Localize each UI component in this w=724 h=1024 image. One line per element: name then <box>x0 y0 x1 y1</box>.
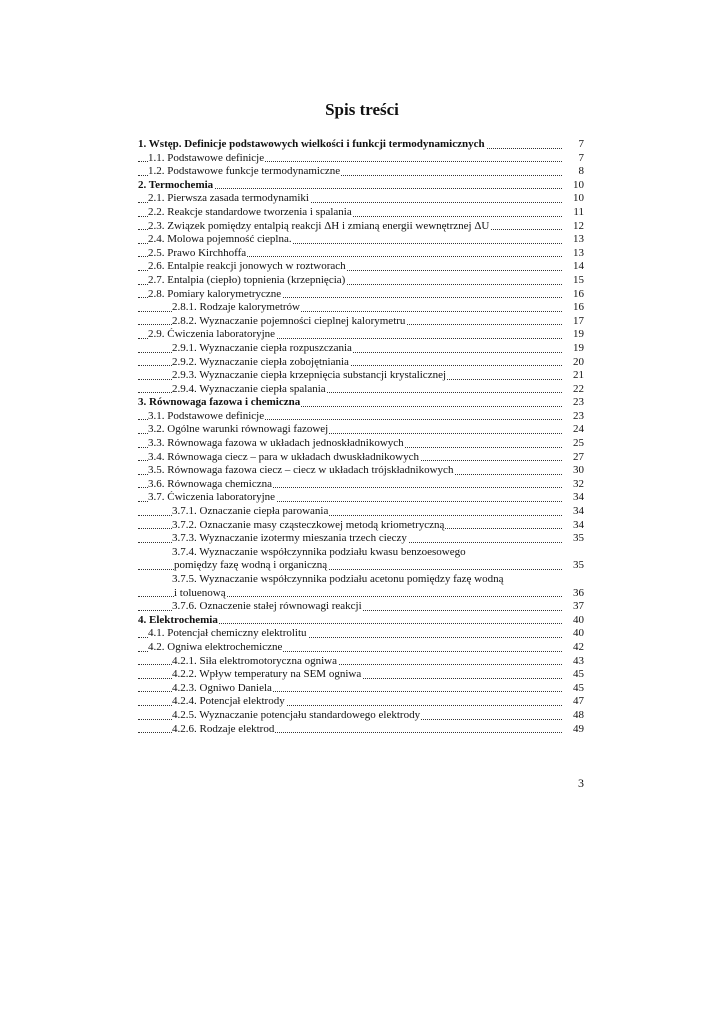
toc-entry-title: 3.6. Równowaga chemiczna <box>148 477 273 490</box>
toc-entry-page: 23 <box>564 396 584 410</box>
toc-entry-title: 3.7.2. Oznaczanie masy cząsteczkowej metodą kriometryczną <box>172 518 445 531</box>
toc-entry-title: 2.2. Reakcje standardowe tworzenia i spalania <box>148 205 352 218</box>
toc-entry-page: 13 <box>564 247 584 261</box>
toc-entry-page: 19 <box>564 328 584 342</box>
toc-entry-page: 11 <box>564 206 584 220</box>
toc-entry-title: 2.9. Ćwiczenia laboratoryjne <box>148 328 276 341</box>
toc-entry-page: 35 <box>564 559 584 573</box>
toc-entry-title: 4.2.5. Wyznaczanie potencjału standardowego elektrody <box>172 708 421 721</box>
toc-entry-title: 4. Elektrochemia <box>138 613 218 626</box>
toc-entry-title: 3.7. Ćwiczenia laboratoryjne <box>148 491 276 504</box>
toc-entry-page: 14 <box>564 260 584 274</box>
toc-entry-page: 12 <box>564 220 584 234</box>
toc-entry-page: 19 <box>564 342 584 356</box>
toc-entry-title: 3.7.3. Wyznaczanie izotermy mieszania trzech cieczy <box>172 532 407 545</box>
toc-entry-title: 3.1. Podstawowe definicje <box>148 409 265 422</box>
toc-entry-page: 32 <box>564 478 584 492</box>
toc-entry-page: 10 <box>564 179 584 193</box>
toc-entry[interactable] <box>138 478 584 492</box>
toc-entry-title: 2.9.2. Wyznaczanie ciepła zobojętniania <box>172 355 349 368</box>
toc-entry-page: 17 <box>564 315 584 329</box>
toc-entry[interactable] <box>138 247 584 261</box>
toc-entry[interactable] <box>138 627 584 641</box>
toc-entry[interactable] <box>138 301 584 315</box>
toc-entry-title: 3.4. Równowaga ciecz – para w układach dwuskładnikowych <box>148 450 419 463</box>
toc-entry-page: 7 <box>564 138 584 152</box>
toc-entry-page: 40 <box>564 614 584 628</box>
toc-entry-title: 4.2.2. Wpływ temperatury na SEM ogniwa <box>172 668 362 681</box>
toc-entry[interactable] <box>138 587 584 601</box>
toc-entry-page: 25 <box>564 437 584 451</box>
toc-entry-line: 3.7.4. Wyznaczanie współczynnika podziału kwasu benzoesowego <box>172 545 466 558</box>
toc-entry-page: 8 <box>564 165 584 179</box>
toc-entry-title: 2. Termochemia <box>138 178 214 191</box>
toc-entry[interactable] <box>138 206 584 220</box>
toc-entry-page: 10 <box>564 192 584 206</box>
toc-entry-title: 3.2. Ogólne warunki równowagi fazowej <box>148 423 329 436</box>
toc-entry-title: 1. Wstęp. Definicje podstawowych wielkości i funkcji termodynamicznych <box>138 138 485 150</box>
toc-entry[interactable] <box>138 342 584 356</box>
toc-entry-page: 36 <box>564 587 584 601</box>
toc-entry-title: 1.2. Podstawowe funkcje termodynamiczne <box>148 165 341 178</box>
page-title: Spis treści <box>325 100 399 119</box>
toc-entry-title: 2.8. Pomiary kalorymetryczne <box>148 287 282 300</box>
toc-entry-page: 30 <box>564 464 584 478</box>
toc-entry[interactable] <box>138 519 584 533</box>
toc-entry-title: 2.8.1. Rodzaje kalorymetrów <box>172 301 300 314</box>
page-number: 3 <box>578 776 584 790</box>
toc-entry[interactable] <box>138 682 584 696</box>
toc-entry-title: 4.2.1. Siła elektromotoryczna ogniwa <box>172 654 337 667</box>
toc-entry-page: 13 <box>564 233 584 247</box>
toc-entry[interactable] <box>138 233 584 247</box>
toc-entry-page: 24 <box>564 423 584 437</box>
toc-entry-page: 20 <box>564 356 584 370</box>
toc-entry[interactable] <box>138 423 584 437</box>
toc-entry-page: 16 <box>564 301 584 315</box>
toc-entry[interactable] <box>138 723 584 737</box>
toc-entry[interactable] <box>138 559 584 573</box>
toc-entry-title: 4.2.4. Potencjał elektrody <box>172 695 285 708</box>
toc-entry-title: 2.8.2. Wyznaczanie pojemności cieplnej kalorymetru <box>172 314 406 327</box>
toc-entry[interactable] <box>138 451 584 465</box>
toc-entry[interactable] <box>138 437 584 451</box>
toc-entry[interactable] <box>138 396 584 410</box>
toc-entry-title: 2.9.4. Wyznaczanie ciepła spalania <box>172 382 326 395</box>
toc-entry-page: 37 <box>564 600 584 614</box>
toc-entry[interactable] <box>138 383 584 397</box>
toc-entry-page: 49 <box>564 723 584 737</box>
toc-entry-title: 2.9.3. Wyznaczanie ciepła krzepnięcia substancji krystalicznej <box>172 369 447 382</box>
toc-entry-page: 43 <box>564 655 584 669</box>
toc-entry-page: 27 <box>564 451 584 465</box>
toc-entry-title: 1.1. Podstawowe definicje <box>148 151 265 164</box>
toc-entry-title: 3.5. Równowaga fazowa ciecz – ciecz w układach trójskładnikowych <box>148 464 454 477</box>
toc-entry[interactable] <box>138 464 584 478</box>
toc-entry-title: pomiędzy fazę wodną i organiczną <box>174 559 328 572</box>
toc-entry-page: 45 <box>564 682 584 696</box>
toc-entry-page: 48 <box>564 709 584 723</box>
toc-entry-title: 4.2. Ogniwa elektrochemiczne <box>148 640 283 653</box>
toc-entry-page: 45 <box>564 668 584 682</box>
toc-entry[interactable] <box>138 288 584 302</box>
toc-entry-title: 4.2.6. Rodzaje elektrod <box>172 722 275 735</box>
toc-entry-title: 2.3. Związek pomiędzy entalpią reakcji ΔH i zmianą energii wewnętrznej ΔU <box>148 219 490 232</box>
toc-entry[interactable] <box>138 491 584 505</box>
toc-entry[interactable] <box>138 315 584 329</box>
toc-entry-page: 34 <box>564 519 584 533</box>
toc-entry[interactable] <box>138 695 584 709</box>
toc-entry-page: 42 <box>564 641 584 655</box>
toc-entry[interactable] <box>138 655 584 669</box>
toc-entry-page: 40 <box>564 627 584 641</box>
toc-entry-page: 23 <box>564 410 584 424</box>
toc-entry-line: 3.7.5. Wyznaczanie współczynnika podziału acetonu pomiędzy fazę wodną <box>172 573 504 585</box>
toc-entry[interactable] <box>138 369 584 383</box>
toc-entry-title: 3.7.1. Oznaczanie ciepła parowania <box>172 505 329 518</box>
toc-entry-title: 4.1. Potencjał chemiczny elektrolitu <box>148 627 307 640</box>
toc-entry-page: 35 <box>564 532 584 546</box>
toc-entry[interactable] <box>138 220 584 234</box>
toc-entry-page: 34 <box>564 505 584 519</box>
toc-entry-page: 34 <box>564 491 584 505</box>
toc-entry[interactable] <box>138 356 584 370</box>
toc-entry-page: 22 <box>564 383 584 397</box>
toc-entry-title: i toluenową <box>174 586 226 599</box>
toc-entry-title: 3.7.6. Oznaczenie stałej równowagi reakcji <box>172 600 362 613</box>
toc-entry-title: 2.5. Prawo Kirchhoffa <box>148 246 247 259</box>
toc-entry-title: 2.7. Entalpia (ciepło) topnienia (krzepnięcia) <box>148 273 346 286</box>
toc-entry[interactable] <box>138 179 584 193</box>
toc-entry-page: 16 <box>564 288 584 302</box>
toc-entry[interactable] <box>138 614 584 628</box>
toc-entry-title: 3. Równowaga fazowa i chemiczna <box>138 396 301 409</box>
toc-entry[interactable] <box>138 192 584 206</box>
toc-entry[interactable] <box>138 668 584 682</box>
toc-entry[interactable] <box>138 600 584 614</box>
toc-entry-title: 2.4. Molowa pojemność cieplna. <box>148 233 292 246</box>
toc-entry[interactable] <box>138 328 584 342</box>
toc-entry-title: 4.2.3. Ogniwo Daniela <box>172 681 272 694</box>
toc-entry-page: 21 <box>564 369 584 383</box>
toc-entry-page: 15 <box>564 274 584 288</box>
toc-entry[interactable] <box>138 505 584 519</box>
toc-entry-page: 7 <box>564 152 584 166</box>
toc-entry[interactable] <box>138 274 584 288</box>
toc-entry[interactable] <box>138 138 584 152</box>
toc-entry[interactable] <box>138 532 584 546</box>
toc-entry[interactable] <box>138 165 584 179</box>
toc-entry[interactable] <box>138 709 584 723</box>
table-of-contents <box>138 138 584 736</box>
toc-entry-title: 2.6. Entalpie reakcji jonowych w roztworach <box>148 260 346 273</box>
toc-entry[interactable] <box>138 260 584 274</box>
toc-entry[interactable] <box>138 152 584 166</box>
toc-entry-title: 3.3. Równowaga fazowa w układach jednoskładnikowych <box>148 437 404 450</box>
toc-entry[interactable] <box>138 410 584 424</box>
toc-entry-page: 47 <box>564 695 584 709</box>
toc-entry[interactable] <box>138 641 584 655</box>
toc-entry-title: 2.9.1. Wyznaczanie ciepła rozpuszczania <box>172 341 352 354</box>
toc-entry-title: 2.1. Pierwsza zasada termodynamiki <box>148 192 309 205</box>
